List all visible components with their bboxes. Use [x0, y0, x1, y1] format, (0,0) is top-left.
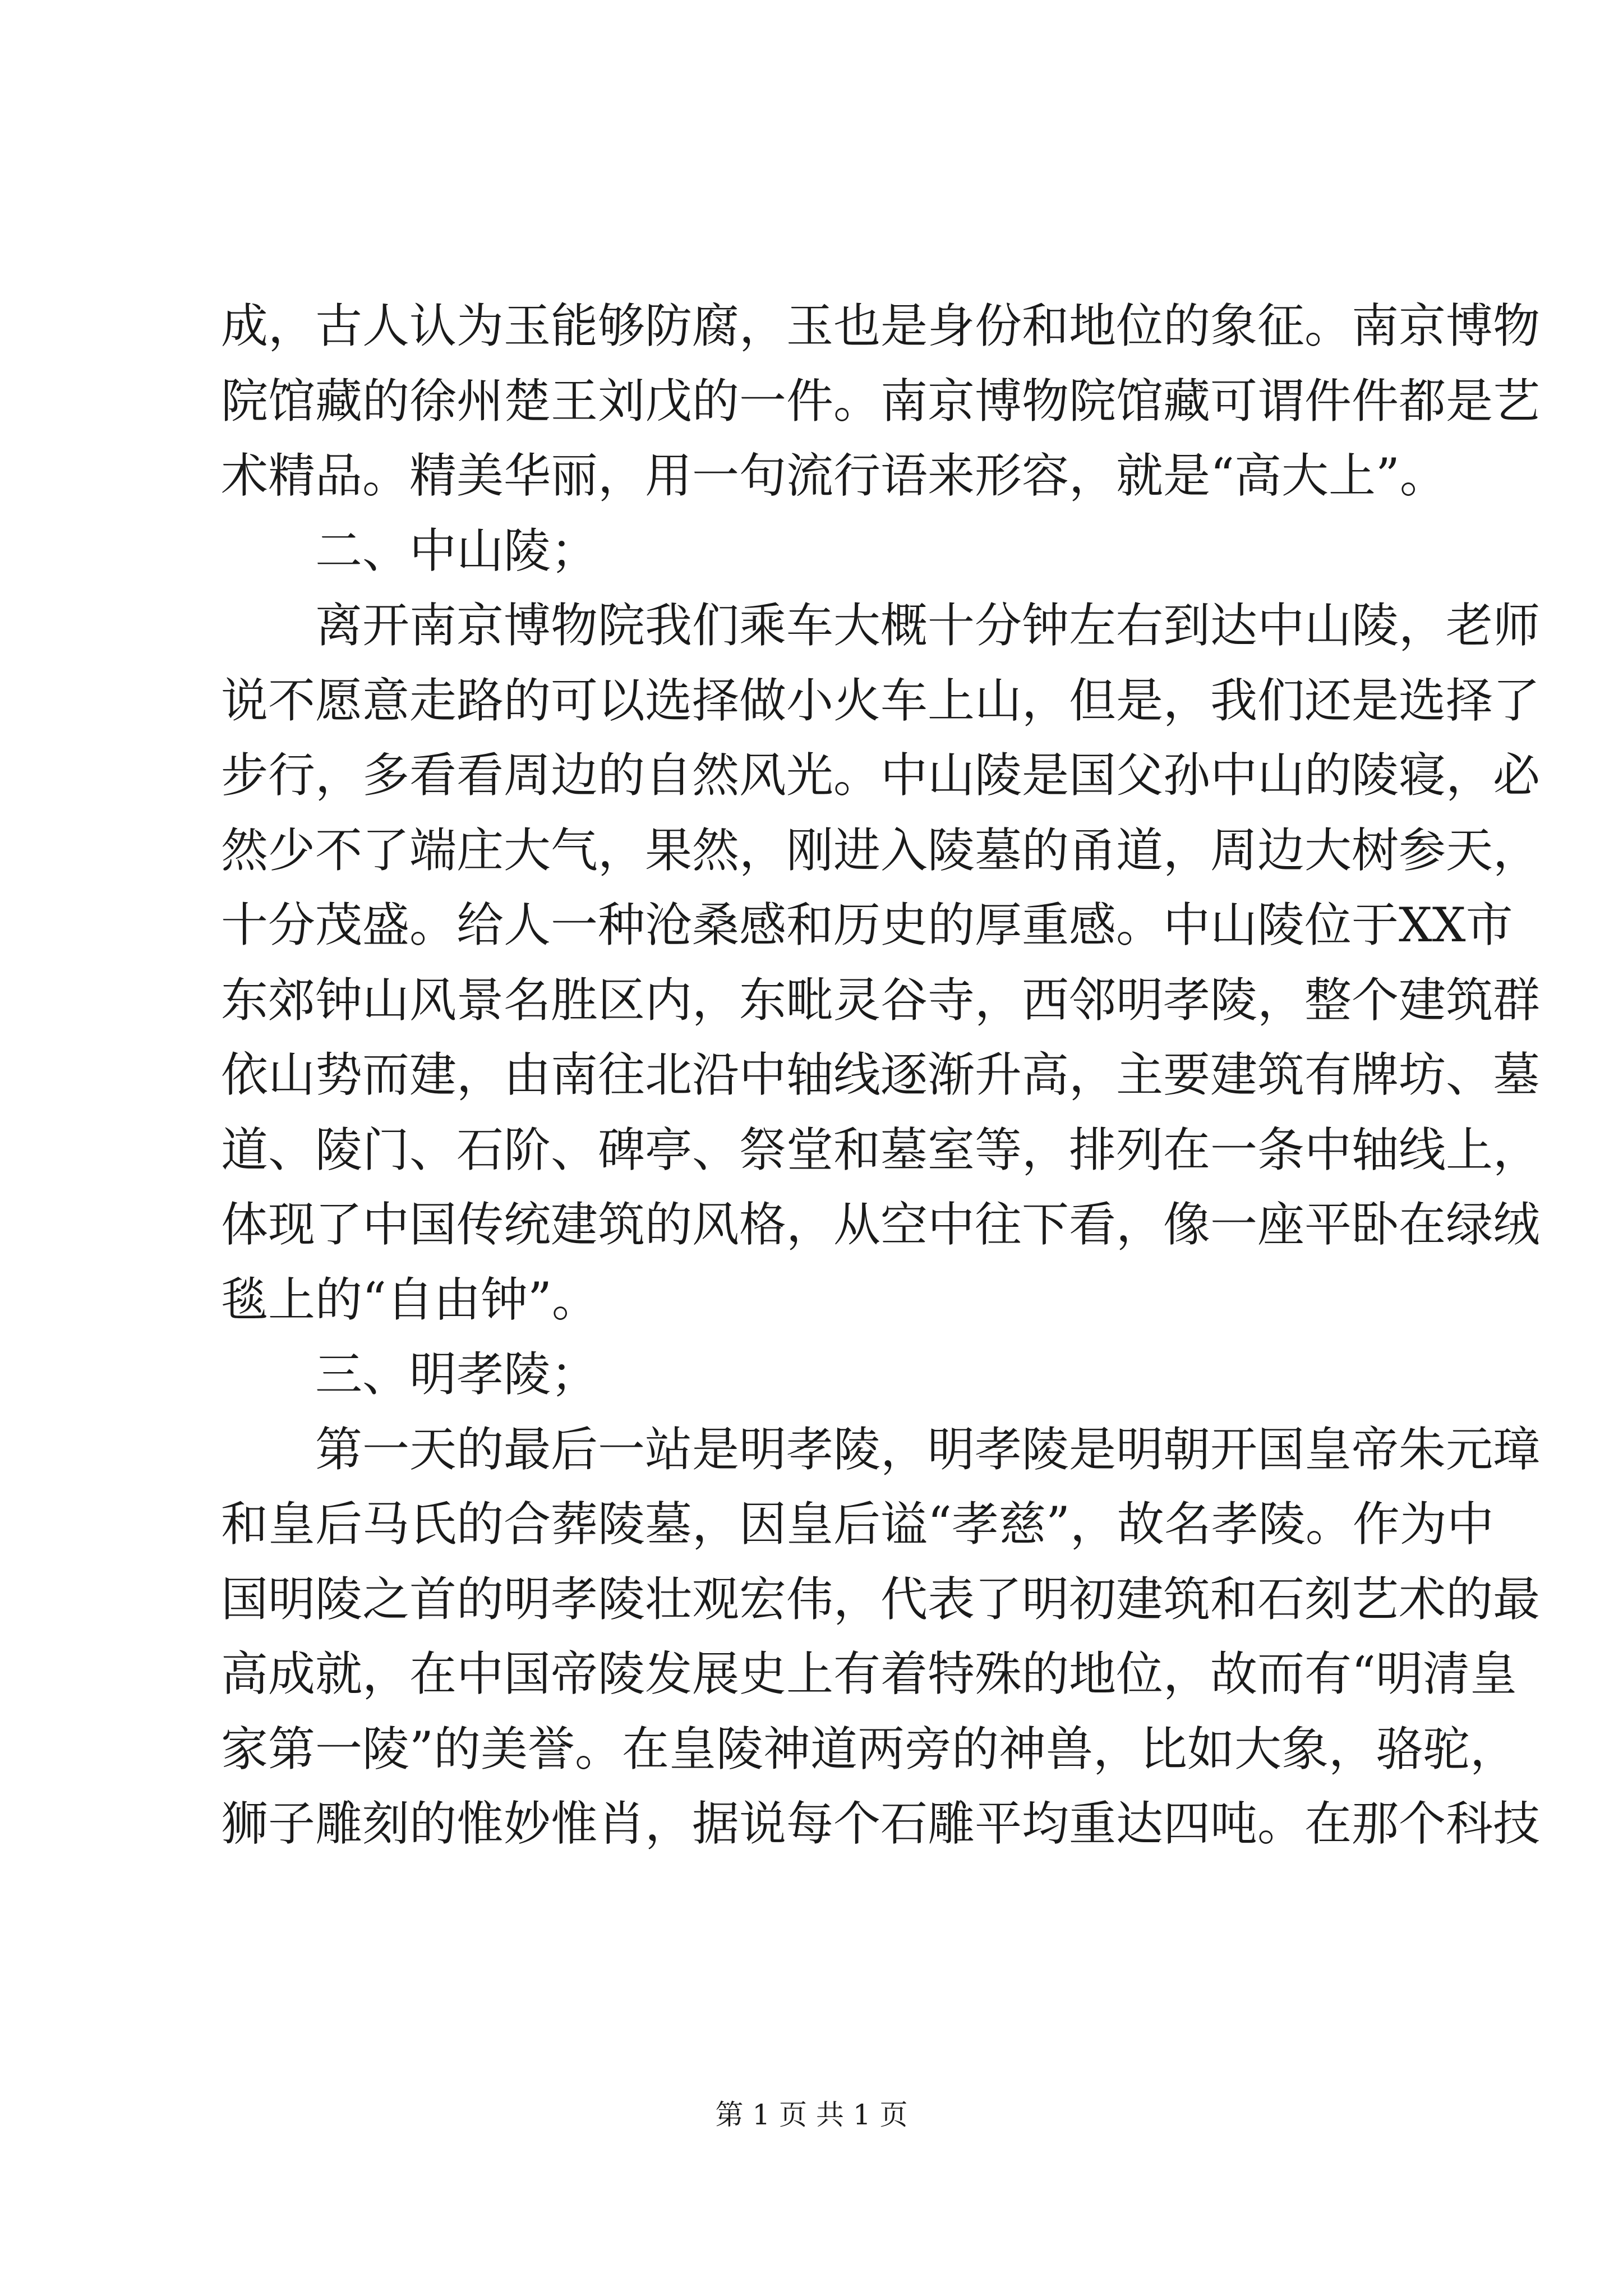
document-body — [221, 289, 1541, 1862]
text-line: 离开南京博物院我们乘车大概十分钟左右到达中山陵，老师 — [315, 598, 1541, 653]
text-line: 步行，多看看周边的自然风光。中山陵是国父孙中山的陵寝，必 — [221, 748, 1541, 803]
text-line: 狮子雕刻的惟妙惟肖，据说每个石雕平均重达四吨。在那个科技 — [221, 1796, 1541, 1851]
text-line: 十分茂盛。给人一种沧桑感和历史的厚重感。中山陵位于XX市 — [221, 898, 1513, 953]
text-line: 成，古人认为玉能够防腐，玉也是身份和地位的象征。南京博物 — [221, 298, 1541, 353]
text-line: 国明陵之首的明孝陵壮观宏伟，代表了明初建筑和石刻艺术的最 — [221, 1571, 1541, 1627]
text-line: 第一天的最后一站是明孝陵，明孝陵是明朝开国皇帝朱元璋 — [315, 1421, 1541, 1477]
page-footer — [0, 2092, 1623, 2133]
text-line: 说不愿意走路的可以选择做小火车上山，但是，我们还是选择了 — [221, 673, 1541, 728]
text-line: 术精品。精美华丽，用一句流行语来形容，就是“高大上”。 — [221, 448, 1447, 503]
text-line: 东郊钟山风景名胜区内，东毗灵谷寺，西邻明孝陵，整个建筑群 — [221, 972, 1541, 1028]
text-line: 毯上的“自由钟”。 — [221, 1272, 599, 1327]
text-line: 院馆藏的徐州楚王刘戊的一件。南京博物院馆藏可谓件件都是艺 — [221, 373, 1541, 429]
text-line: 道、陵门、石阶、碑亭、祭堂和墓室等，排列在一条中轴线上， — [221, 1122, 1541, 1177]
text-line: 高成就，在中国帝陵发展史上有着特殊的地位，故而有“明清皇 — [221, 1646, 1517, 1701]
page-number-label: 第 1 页 共 1 页 — [715, 2099, 908, 2131]
section-heading-mingxiaoling: 三、明孝陵； — [315, 1347, 598, 1402]
text-line: 体现了中国传统建筑的风格，从空中往下看，像一座平卧在绿绒 — [221, 1197, 1541, 1252]
text-line: 然少不了端庄大气，果然，刚进入陵墓的甬道，周边大树参天， — [221, 822, 1541, 878]
text-line: 依山势而建，由南往北沿中轴线逐渐升高，主要建筑有牌坊、墓 — [221, 1047, 1541, 1102]
text-line: 和皇后马氏的合葬陵墓，因皇后谥“孝慈”，故名孝陵。作为中 — [221, 1497, 1494, 1552]
text-line: 家第一陵”的美誉。在皇陵神道两旁的神兽，比如大象，骆驼， — [221, 1721, 1517, 1777]
section-heading-zhongshanling: 二、中山陵； — [315, 523, 598, 578]
